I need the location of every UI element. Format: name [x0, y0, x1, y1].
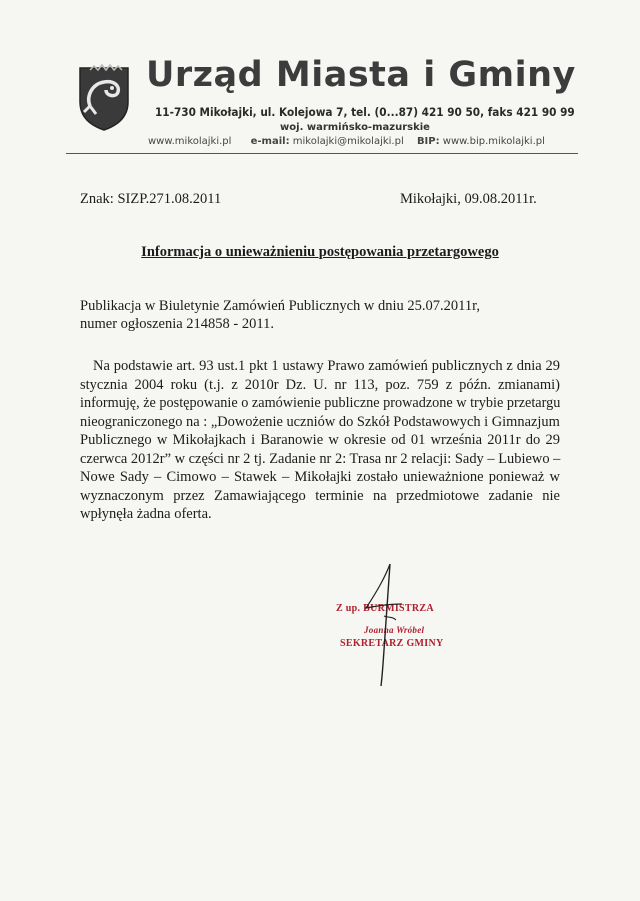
reference-number: Znak: SIZP.271.08.2011	[80, 191, 222, 207]
paragraph-line: informuję, że postępowanie o zamówienie publiczne prowadzone w trybie przetargu	[80, 395, 561, 411]
publication-line: Publikacja w Biuletynie Zamówień Publicznych w dniu 25.07.2011r,	[80, 298, 480, 314]
paragraph-line: Nowe Sady – Cimowo – Stawek – Mikołajki zostało unieważnione ponieważ w	[80, 469, 560, 485]
org-address: 11-730 Mikołajki, ul. Kolejowa 7, tel. (0...87) 421 90 50, faks 421 90 99	[155, 105, 575, 119]
paragraph-line: czerwca 2012r” w części nr 2 tj. Zadanie nr 2: Trasa nr 2 relacji: Sady – Lubiewo –	[80, 450, 561, 467]
document-title: Informacja o unieważnieniu postępowania przetargowego	[141, 244, 499, 260]
org-contacts	[148, 136, 568, 147]
bip-link[interactable]: www.bip.mikolajki.pl	[442, 136, 545, 147]
main-paragraph	[80, 357, 560, 524]
org-province: woj. warmińsko-mazurskie	[280, 122, 430, 133]
letterhead-divider	[66, 153, 578, 154]
paragraph-line: stycznia 2004 roku (t.j. z 2010r Dz. U. nr 113, poz. 759 z późn. zmianami)	[80, 376, 560, 393]
paragraph-line: wyznaczonym przez Zamawiającego terminie na przedmiotowe zadanie nie	[80, 487, 560, 504]
paragraph-line: Publicznego w Mikołajkach i Baranowie w okresie od 01 września 2011r do 29	[80, 432, 560, 448]
org-title: Urząd Miasta i Gminy	[146, 55, 576, 95]
email-link[interactable]: mikolajki@mikolajki.pl	[292, 136, 404, 147]
website-link[interactable]: www.mikolajki.pl	[148, 136, 232, 147]
stamp-signer: Joanna Wróbel	[364, 625, 425, 635]
publication-line: numer ogłoszenia 214858 - 2011.	[80, 316, 274, 332]
paragraph-line: wpłynęła żadna oferta.	[80, 506, 212, 522]
stamp-position: SEKRETARZ GMINY	[340, 638, 444, 649]
handwritten-signature	[362, 560, 425, 690]
publication-note	[80, 297, 560, 333]
fish-crest-icon	[76, 62, 132, 132]
stamp-authority: Z up. BURMISTRZA	[336, 603, 434, 614]
place-date: Mikołajki, 09.08.2011r.	[400, 191, 537, 207]
paragraph-line: nieograniczonego na : „Dowożenie uczniów do Szkół Podstawowych i Gimnazjum	[80, 413, 560, 430]
paragraph-line: Na podstawie art. 93 ust.1 pkt 1 ustawy Prawo zamówień publicznych z dnia 29	[93, 358, 560, 374]
bip-label: BIP:	[416, 136, 440, 147]
email-label: e-mail:	[250, 136, 290, 147]
